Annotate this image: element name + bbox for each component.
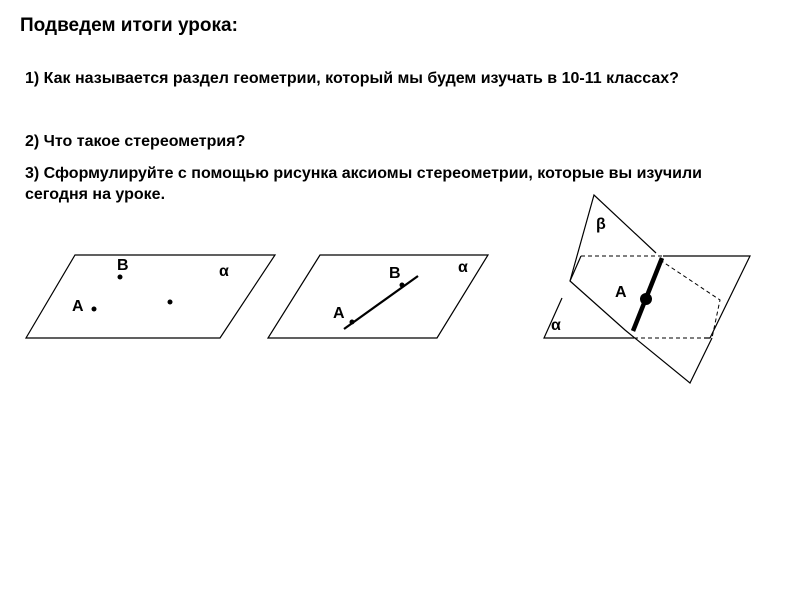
plane-beta-hidden-edge: [660, 260, 720, 338]
plane-alpha-visible-edge: [663, 256, 750, 338]
plane-alpha-label: α: [551, 317, 561, 334]
figure-intersecting-planes: [544, 195, 750, 383]
point-a-label: A: [333, 305, 345, 322]
plane-alpha-2: [268, 255, 488, 338]
line-ab: [344, 276, 418, 329]
plane-alpha-label: α: [219, 263, 229, 280]
plane-alpha-label: α: [458, 259, 468, 276]
point-b-label: B: [389, 265, 401, 282]
point-b-label: B: [117, 257, 129, 274]
point-a-dot: [640, 293, 652, 305]
point-a-label: A: [72, 298, 84, 315]
question-3: 3) Сформулируйте с помощью рисунка аксиомы стереометрии, которые вы изучили сегодня на уроке.: [25, 165, 702, 203]
plane-beta-label: β: [596, 216, 606, 233]
question-1: 1) Как называется раздел геометрии, который мы будем изучать в 10-11 классах?: [25, 70, 679, 87]
slide-title: Подведем итоги урока:: [20, 15, 238, 36]
figure-three-points: [26, 255, 275, 338]
plane-alpha-1: [26, 255, 275, 338]
question-2: 2) Что такое стереометрия?: [25, 133, 246, 150]
point-a-label: A: [615, 284, 627, 301]
figure-line-in-plane: [268, 255, 488, 338]
point-a-dot: [350, 320, 355, 325]
point-a-dot: [92, 307, 97, 312]
point-b-dot: [118, 275, 123, 280]
point-b-dot: [400, 283, 405, 288]
point-c-dot: [168, 300, 173, 305]
plane-beta-visible-edge: [570, 195, 712, 383]
